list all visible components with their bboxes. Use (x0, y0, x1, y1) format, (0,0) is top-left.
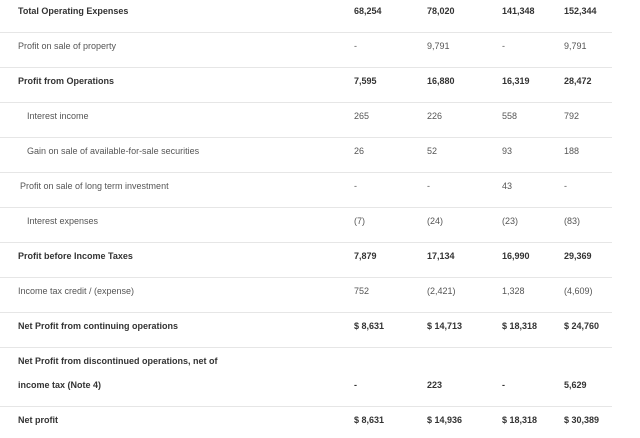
value-col-4: 29,369 (564, 251, 592, 261)
value-col-3: 16,319 (502, 76, 530, 86)
row-label: Net Profit from continuing operations (18, 321, 178, 331)
row-label: Interest income (27, 111, 89, 121)
row-label: Profit on sale of long term investment (20, 181, 169, 191)
value-col-3: 558 (502, 111, 518, 121)
value-col-2: $ 14,936 (427, 415, 463, 425)
table-row (0, 216, 640, 230)
row-label: Profit on sale of property (18, 41, 117, 51)
row-label: Total Operating Expenses (18, 6, 129, 16)
value-col-1: 68,254 (354, 6, 382, 16)
value-col-4: 28,472 (564, 76, 592, 86)
value-col-4: 9,791 (564, 41, 587, 51)
row-label: Net Profit from discontinued operations, net of (18, 356, 218, 366)
value-col-2: - (427, 181, 430, 191)
row-label: Net profit (18, 415, 58, 425)
table-row (0, 111, 640, 125)
row-label: Profit before Income Taxes (18, 251, 133, 261)
table-row (0, 6, 640, 20)
table-row (0, 380, 640, 394)
row-label: Income tax credit / (expense) (18, 286, 135, 296)
table-row (0, 286, 640, 300)
table-row (0, 146, 640, 160)
value-col-1: 752 (354, 286, 370, 296)
value-col-1: - (354, 380, 357, 390)
table-row (0, 181, 640, 195)
value-col-4: $ 24,760 (564, 321, 600, 331)
value-col-2: 226 (427, 111, 443, 121)
value-col-4: 5,629 (564, 380, 587, 390)
table-row (0, 415, 640, 429)
value-col-2: 223 (427, 380, 443, 390)
value-col-2: 78,020 (427, 6, 455, 16)
table-row (0, 251, 640, 265)
value-col-1: 7,595 (354, 76, 377, 86)
table-row (0, 321, 640, 335)
row-label: Profit from Operations (18, 76, 115, 86)
table-row (0, 356, 640, 370)
value-col-2: (24) (427, 216, 444, 226)
table-row (0, 41, 640, 55)
value-col-2: 9,791 (427, 41, 450, 51)
value-col-1: 7,879 (354, 251, 377, 261)
value-col-1: 26 (354, 146, 365, 156)
value-col-2: $ 14,713 (427, 321, 463, 331)
value-col-3: 43 (502, 181, 513, 191)
value-col-3: 16,990 (502, 251, 530, 261)
value-col-3: $ 18,318 (502, 415, 538, 425)
value-col-3: 1,328 (502, 286, 525, 296)
value-col-1: - (354, 41, 357, 51)
value-col-4: $ 30,389 (564, 415, 600, 425)
value-col-2: (2,421) (427, 286, 456, 296)
value-col-4: 152,344 (564, 6, 597, 16)
value-col-4: (4,609) (564, 286, 593, 296)
table-row (0, 76, 640, 90)
value-col-1: (7) (354, 216, 365, 226)
row-label: income tax (Note 4) (18, 380, 102, 390)
value-col-3: 93 (502, 146, 513, 156)
value-col-3: $ 18,318 (502, 321, 538, 331)
value-col-1: 265 (354, 111, 370, 121)
row-label: Gain on sale of available-for-sale securities (27, 146, 200, 156)
value-col-2: 52 (427, 146, 438, 156)
value-col-3: (23) (502, 216, 519, 226)
value-col-4: 792 (564, 111, 580, 121)
value-col-3: 141,348 (502, 6, 535, 16)
value-col-2: 17,134 (427, 251, 455, 261)
value-col-1: - (354, 181, 357, 191)
value-col-1: $ 8,631 (354, 321, 385, 331)
value-col-1: $ 8,631 (354, 415, 385, 425)
value-col-4: 188 (564, 146, 580, 156)
value-col-4: - (564, 181, 567, 191)
value-col-4: (83) (564, 216, 581, 226)
value-col-2: 16,880 (427, 76, 455, 86)
value-col-3: - (502, 41, 505, 51)
row-label: Interest expenses (27, 216, 99, 226)
value-col-3: - (502, 380, 505, 390)
